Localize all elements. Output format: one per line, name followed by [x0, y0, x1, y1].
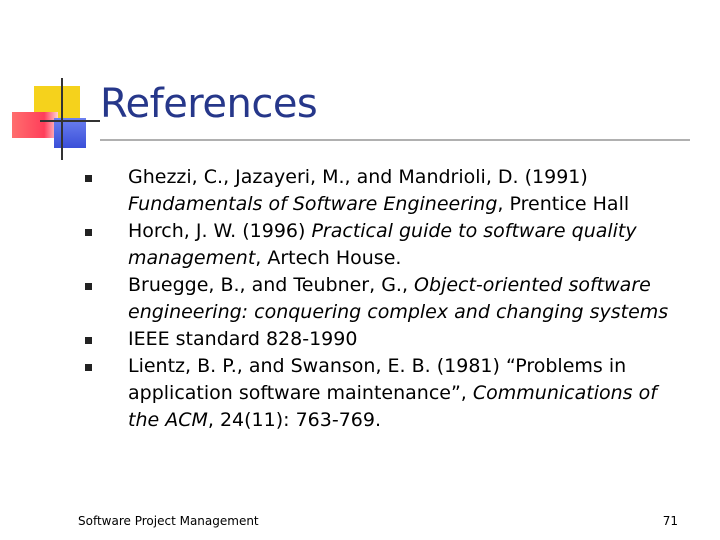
reference-item — [82, 326, 692, 353]
slide-logo-decoration — [0, 0, 110, 170]
reference-italic-title: Communications of the ACM — [128, 382, 657, 431]
reference-list — [82, 164, 692, 434]
logo-horizontal-line — [40, 120, 100, 122]
reference-text: IEEE standard 828-1990 — [128, 328, 358, 350]
reference-text-tail: , Artech House. — [255, 247, 402, 269]
bullet-icon — [85, 364, 92, 371]
reference-text: Bruegge, B., and Teubner, G., — [128, 274, 415, 296]
reference-italic-title: Practical guide to software quality management — [128, 220, 637, 269]
reference-item — [82, 353, 692, 434]
bullet-icon — [85, 337, 92, 344]
reference-item — [82, 218, 692, 272]
bullet-icon — [85, 229, 92, 236]
reference-text-tail: , Prentice Hall — [497, 193, 630, 215]
reference-italic-title: Fundamentals of Software Engineering — [128, 193, 498, 215]
slide-title: References — [100, 81, 318, 127]
bullet-icon — [85, 175, 92, 182]
logo-vertical-line — [61, 78, 63, 160]
reference-text-tail: , 24(11): 763-769. — [207, 409, 382, 431]
reference-item — [82, 164, 692, 218]
reference-italic-title: Object-oriented software engineering: conquering complex and changing systems — [128, 274, 669, 323]
reference-text: Lientz, B. P., and Swanson, E. B. (1981) “Problems in application software maintenance”, — [128, 355, 627, 404]
footer-course-title: Software Project Management — [78, 514, 259, 528]
footer-page-number: 71 — [662, 514, 678, 528]
logo-blue-square — [54, 118, 86, 148]
reference-text: Horch, J. W. (1996) — [128, 220, 312, 242]
bullet-icon — [85, 283, 92, 290]
reference-text: Ghezzi, C., Jazayeri, M., and Mandrioli, D. (1991) — [128, 166, 588, 188]
logo-red-bar — [12, 112, 58, 138]
title-underline — [100, 139, 690, 141]
reference-item — [82, 272, 692, 326]
